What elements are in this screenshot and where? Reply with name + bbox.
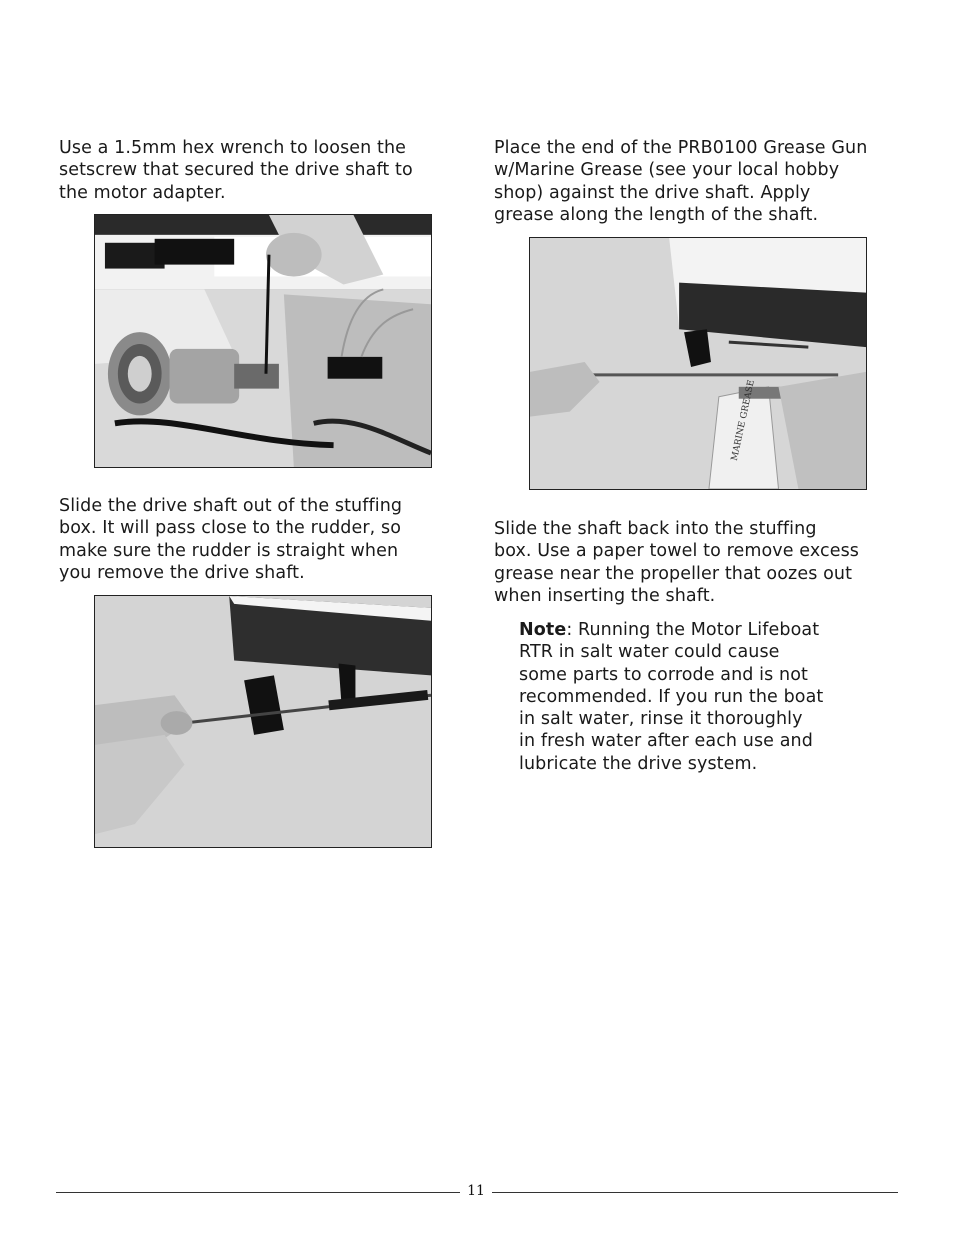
photo-remove-drive-shaft — [94, 595, 432, 848]
photo-hex-wrench-setscrew — [94, 214, 432, 468]
note-text: : Running the Motor Lifeboat RTR in salt water could cause some parts to corrode and is not recommended. If you run the boat in salt water, rinse it thoroughly in fresh water after each use and lubricate the drive system. — [519, 620, 824, 774]
grease-tube-label: MARINE GREASE — [729, 379, 757, 462]
note-block — [519, 619, 823, 775]
footer-rule-right — [492, 1192, 898, 1193]
footer-rule-left — [56, 1192, 460, 1193]
photo-apply-grease — [529, 237, 867, 490]
step2-instruction: Slide the drive shaft out of the stuffing box. It will pass close to the rudder, so make sure the rudder is straight when you remove the drive shaft. — [59, 496, 403, 583]
step3-instruction: Place the end of the PRB0100 Grease Gun w/Marine Grease (see your local hobby shop) against the drive shaft. Apply grease along the length of the shaft. — [494, 138, 868, 225]
page-number: 11 — [467, 1183, 485, 1199]
note-label: Note — [519, 620, 567, 640]
step1-instruction: Use a 1.5mm hex wrench to loosen the setscrew that secured the drive shaft to the motor adapter. — [59, 138, 413, 203]
step4-instruction: Slide the shaft back into the stuffing box. Use a paper towel to remove excess grease near the propeller that oozes out when inserting the shaft. — [494, 519, 860, 606]
